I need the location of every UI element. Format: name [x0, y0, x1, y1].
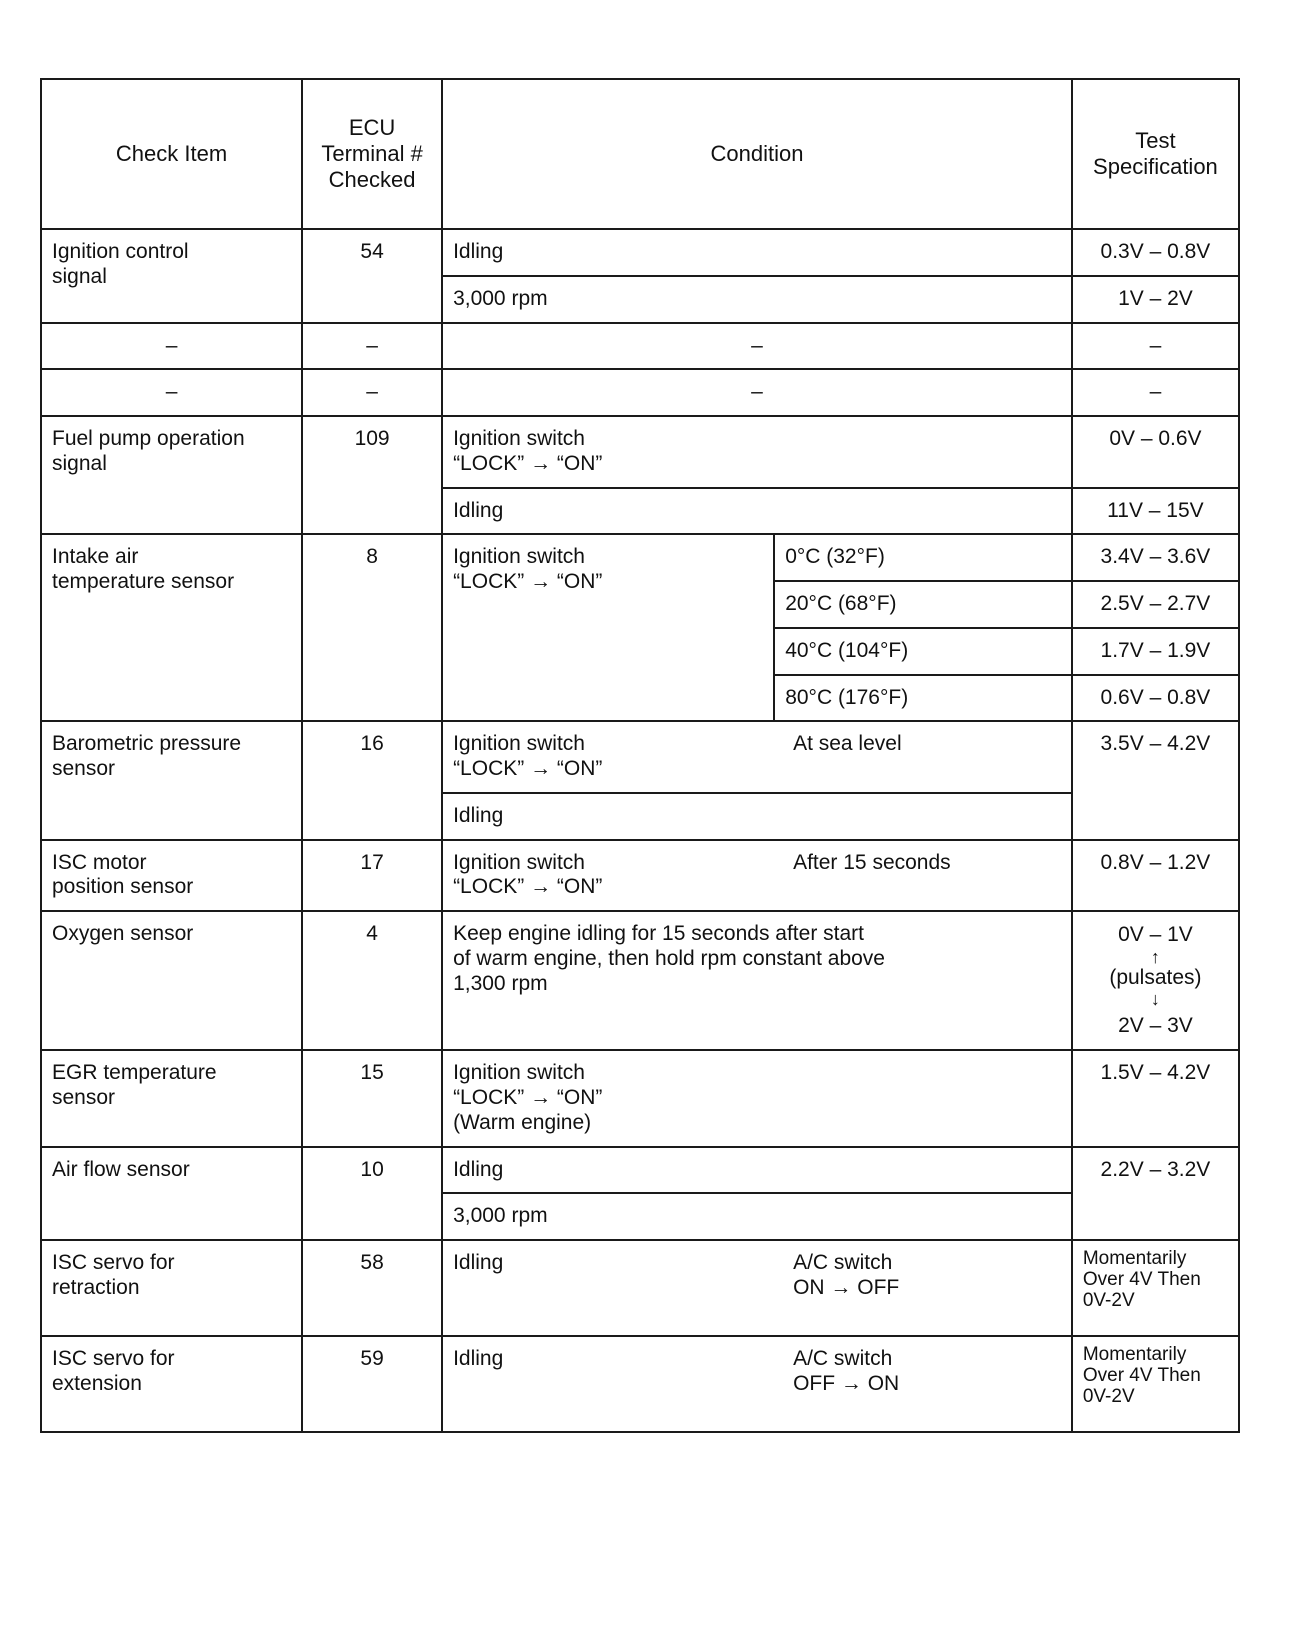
test-spec: 1V – 2V [1072, 276, 1239, 323]
terminal-number: 109 [302, 416, 442, 534]
table-row [41, 1240, 1239, 1336]
test-spec: 11V – 15V [1072, 488, 1239, 535]
test-spec: 1.5V – 4.2V [1072, 1050, 1239, 1146]
check-item: Ignition control signal [41, 229, 302, 323]
table-row [41, 1147, 1239, 1194]
condition-note: After 15 seconds [793, 850, 951, 874]
condition: Ignition switch “LOCK” → “ON” [442, 534, 774, 721]
spec-low-range: 0V – 1V [1118, 923, 1193, 947]
temperature-condition: 40°C (104°F) [774, 628, 1072, 675]
terminal-number: 4 [302, 911, 442, 1050]
condition: – [442, 323, 1072, 370]
test-spec: – [1072, 323, 1239, 370]
check-item: – [41, 323, 302, 370]
terminal-number: – [302, 369, 442, 416]
temperature-condition: 0°C (32°F) [774, 534, 1072, 581]
arrow-up-icon: ↑ [1150, 946, 1160, 967]
terminal-number: 17 [302, 840, 442, 912]
test-spec: 1.7V – 1.9V [1072, 628, 1239, 675]
test-spec: 0.8V – 1.2V [1072, 840, 1239, 912]
check-item: ISC servo for retraction [41, 1240, 302, 1336]
terminal-number: 10 [302, 1147, 442, 1241]
table-row [41, 534, 1239, 581]
test-spec: 3.5V – 4.2V [1072, 721, 1239, 839]
terminal-number: 59 [302, 1336, 442, 1432]
condition: Keep engine idling for 15 seconds after start of warm engine, then hold rpm constant above 1,300 rpm [442, 911, 1072, 1050]
check-item: ISC motor position sensor [41, 840, 302, 912]
condition: 3,000 rpm [442, 1193, 1072, 1240]
test-spec: 3.4V – 3.6V [1072, 534, 1239, 581]
condition: 3,000 rpm [442, 276, 1072, 323]
condition-text: Idling [453, 1347, 504, 1371]
header-check-item: Check Item [41, 79, 302, 229]
condition: Idling [442, 488, 1072, 535]
table-row [41, 369, 1239, 416]
check-item: Fuel pump operation signal [41, 416, 302, 534]
check-item: Barometric pressure sensor [41, 721, 302, 839]
arrow-down-icon: ↓ [1150, 988, 1160, 1009]
terminal-number: 58 [302, 1240, 442, 1336]
test-spec: Momentarily Over 4V Then 0V-2V [1072, 1240, 1239, 1336]
table-row [41, 911, 1239, 1050]
condition-text: Ignition switch “LOCK” → “ON” [453, 850, 603, 899]
check-item: EGR temperature sensor [41, 1050, 302, 1146]
temperature-condition: 20°C (68°F) [774, 581, 1072, 628]
test-spec: 0.6V – 0.8V [1072, 675, 1239, 722]
condition-note: A/C switch ON → OFF [793, 1251, 900, 1299]
test-spec: Momentarily Over 4V Then 0V-2V [1072, 1336, 1239, 1432]
condition: Ignition switch “LOCK” → “ON” (Warm engine) [442, 1050, 1072, 1146]
header-spec: Test Specification [1072, 79, 1239, 229]
ecu-check-table [40, 78, 1240, 1433]
condition: Idling [442, 793, 1072, 840]
condition [442, 1336, 1072, 1432]
header-condition: Condition [442, 79, 1072, 229]
table-row [41, 840, 1239, 912]
spec-pulsates: (pulsates) [1109, 965, 1202, 989]
test-spec: 2.5V – 2.7V [1072, 581, 1239, 628]
test-spec: 0.3V – 0.8V [1072, 229, 1239, 276]
test-spec: 2.2V – 3.2V [1072, 1147, 1239, 1241]
table-row [41, 1050, 1239, 1146]
condition-text: Ignition switch “LOCK” → “ON” [453, 732, 603, 781]
check-item: Oxygen sensor [41, 911, 302, 1050]
condition: Idling [442, 229, 1072, 276]
condition [442, 1240, 1072, 1336]
temperature-condition: 80°C (176°F) [774, 675, 1072, 722]
condition-note: At sea level [793, 732, 902, 756]
spec-high-range: 2V – 3V [1118, 1014, 1193, 1038]
terminal-number: 16 [302, 721, 442, 839]
terminal-number: 15 [302, 1050, 442, 1146]
condition-note: A/C switch OFF → ON [793, 1347, 900, 1395]
test-spec [1072, 911, 1239, 1050]
check-item: Intake air temperature sensor [41, 534, 302, 721]
terminal-number: 8 [302, 534, 442, 721]
table-row [41, 1336, 1239, 1432]
table-row [41, 323, 1239, 370]
check-item: – [41, 369, 302, 416]
terminal-number: 54 [302, 229, 442, 323]
condition: – [442, 369, 1072, 416]
condition [442, 721, 1072, 793]
condition: Ignition switch “LOCK” → “ON” [442, 416, 1072, 488]
table-row [41, 721, 1239, 793]
table-row [41, 229, 1239, 276]
table-header-row [41, 79, 1239, 229]
check-item: Air flow sensor [41, 1147, 302, 1241]
table-row [41, 416, 1239, 488]
condition [442, 840, 1072, 912]
check-item: ISC servo for extension [41, 1336, 302, 1432]
condition: Idling [442, 1147, 1072, 1194]
condition-text: Idling [453, 1251, 504, 1275]
terminal-number: – [302, 323, 442, 370]
test-spec: – [1072, 369, 1239, 416]
test-spec: 0V – 0.6V [1072, 416, 1239, 488]
header-terminal: ECU Terminal # Checked [302, 79, 442, 229]
